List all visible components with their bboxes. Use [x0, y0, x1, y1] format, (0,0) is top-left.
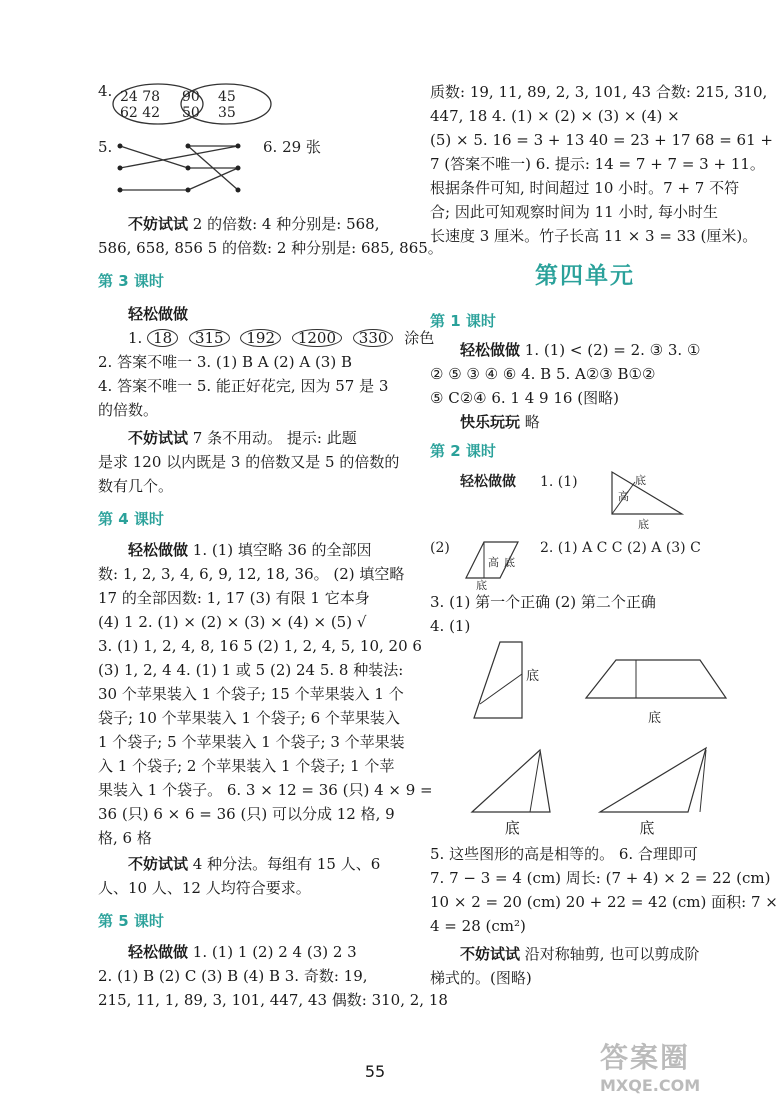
fig-parallelogram-height: [480, 674, 522, 704]
l4-line: 袋子; 10 个苹果装入 1 个袋子; 6 个苹果装入: [98, 709, 400, 727]
u2-bottom-line: 5. 这些图形的高是相等的。 6. 合理即可: [430, 845, 698, 863]
lesson4-title: 第 4 课时: [98, 510, 164, 528]
u2-line4: 4. (1): [430, 617, 471, 635]
q2-label: (2): [430, 540, 450, 556]
left-column: [98, 80, 448, 1012]
l5-line1: [98, 940, 398, 964]
r-trial-line1: [430, 942, 740, 966]
parallelogram-height-label: 高: [488, 556, 499, 569]
u2-bottom-line: 7. 7 − 3 = 4 (cm) 周长: (7 + 4) × 2 = 22 (cm): [430, 869, 771, 887]
r-top-line: 根据条件可知, 时间超过 10 小时。7 + 7 不符: [430, 179, 740, 197]
l4-line: 格, 6 格: [98, 829, 152, 847]
l4-line: 果装入 1 个袋子。 6. 3 × 12 = 36 (只) 4 × 9 =: [98, 781, 433, 799]
fig-parallelogram: [474, 642, 522, 718]
fig-triangle2-base-label: 底: [639, 819, 655, 837]
circled-number: 330: [353, 329, 394, 347]
u2-line3: 3. (1) 第一个正确 (2) 第二个正确: [430, 593, 656, 611]
triangle-height-label: 高: [618, 490, 629, 503]
u1-line3: ⑤ C②④ 6. 1 4 9 16 (图略): [430, 389, 619, 407]
l4-line: 30 个苹果装入 1 个袋子; 15 个苹果装入 1 个: [98, 685, 404, 703]
matching-diagram: [98, 136, 398, 202]
l4-line: 3. (1) 1, 2, 4, 8, 16 5 (2) 1, 2, 4, 5, 10, 20 6: [98, 637, 422, 655]
fig-triangle2: [600, 748, 706, 812]
easy3-label: [98, 302, 398, 326]
trial1-label: 不妨试试: [128, 215, 189, 233]
r-top-line: 7 (答案不唯一) 6. 提示: 14 = 7 + 7 = 3 + 11。: [430, 155, 765, 173]
venn-left-row2: 62 42: [120, 105, 161, 121]
venn-diagram: [98, 80, 398, 130]
venn-shared-row2: 50: [182, 105, 200, 121]
fig-trapezoid: [586, 660, 726, 698]
u-lesson2-title: 第 2 课时: [430, 442, 496, 460]
easy5-label: 轻松做做: [128, 943, 189, 961]
r-top-line: 质数: 19, 11, 89, 2, 3, 101, 43 合数: 215, 310,: [430, 83, 768, 101]
trial4-line2: 人、10 人、12 人均符合要求。: [98, 879, 311, 897]
q2-parallelogram-svg: [430, 536, 740, 590]
venn-right-row2: 35: [218, 105, 236, 121]
matching-figure: [98, 136, 398, 202]
watermark: [600, 1040, 745, 1105]
trial1-text1: 2 的倍数: 4 种分别是: 568,: [192, 215, 380, 233]
u1-line1: [430, 338, 740, 362]
q1-triangle-svg: [430, 468, 740, 536]
fig-triangle1-base-label: 底: [504, 819, 520, 837]
circled-number: 18: [147, 329, 178, 347]
trial3-text1: 7 条不用动。 提示: 此题: [192, 429, 357, 447]
easy3-prefix: 1.: [128, 329, 143, 347]
trial3-label: 不妨试试: [128, 429, 189, 447]
trial4-line1: [98, 852, 398, 876]
venn-right-row1: 45: [218, 89, 236, 105]
q5-label: 5.: [98, 138, 113, 156]
u2-line2: 2. (1) A C C (2) A (3) C: [540, 540, 701, 556]
r-top-line: 合; 因此可知观察时间为 11 小时, 每小时生: [430, 203, 718, 221]
fig-parallelogram-base-label: 底: [526, 669, 540, 684]
circled-number: 315: [189, 329, 230, 347]
unit4-title: 第四单元: [535, 263, 635, 289]
triangle-base-label-top: 底: [635, 474, 646, 487]
trial4-text1: 4 种分法。每组有 15 人、6: [192, 855, 381, 873]
r-trial-line2: 梯式的。(图略): [430, 969, 532, 987]
l4-line: 1 个袋子; 5 个苹果装入 1 个袋子; 3 个苹果装: [98, 733, 405, 751]
l3-line2: 2. 答案不唯一 3. (1) B A (2) A (3) B: [98, 353, 352, 371]
easy4-label: 轻松做做: [128, 541, 189, 559]
l3-line4: 的倍数。: [98, 401, 159, 419]
r-top-line: 长速度 3 厘米。竹子长高 11 × 3 = 33 (厘米)。: [430, 227, 758, 245]
l4-line1: [98, 538, 398, 562]
easy3-suffix: 涂色: [404, 329, 435, 347]
easy3-label-text: 轻松做做: [128, 305, 189, 323]
height-figures-svg: [430, 638, 740, 818]
l4-line: (4) 1 2. (1) × (2) × (3) × (4) × (5) √: [98, 613, 367, 631]
fun-text: 略: [524, 413, 540, 431]
fig-trapezoid-base-label: 底: [648, 711, 662, 726]
venn-shared-row1: 90: [182, 89, 200, 105]
right-column: [430, 80, 778, 990]
lesson3-title: 第 3 课时: [98, 272, 164, 290]
l4-line: 17 的全部因数: 1, 17 (3) 有限 1 它本身: [98, 589, 370, 607]
u1-text1: 1. (1) < (2) = 2. ③ 3. ①: [524, 341, 701, 359]
trial3-line2: 是求 120 以内既是 3 的倍数又是 5 的倍数的: [98, 453, 400, 471]
parallelogram-base-label-side: 底: [504, 556, 515, 569]
u2-bottom-line: 4 = 28 (cm²): [430, 917, 526, 935]
q2-parallelogram-figure: [430, 536, 740, 590]
l5-line: 2. (1) B (2) C (3) B (4) B 3. 奇数: 19,: [98, 967, 368, 985]
r-trial-text1: 沿对称轴剪, 也可以剪成阶: [524, 945, 700, 963]
l4-line: 数: 1, 2, 3, 4, 6, 9, 12, 18, 36。 (2) 填空略: [98, 565, 405, 583]
l4-text1: 1. (1) 填空略 36 的全部因: [192, 541, 372, 559]
venn-left-row1: 24 78: [120, 89, 161, 105]
q4-label: 4.: [98, 82, 113, 100]
r-top-line: (5) × 5. 16 = 3 + 13 40 = 23 + 17 68 = 61 +: [430, 131, 773, 149]
fig-bottom-labels: [430, 818, 740, 838]
circled-number: 1200: [292, 329, 342, 347]
q6-text: 6. 29 张: [263, 138, 321, 156]
u2-bottom-line: 10 × 2 = 20 (cm) 20 + 22 = 42 (cm) 面积: 7 ×: [430, 893, 778, 911]
watermark-url: MXQE.COM: [600, 1076, 701, 1095]
l4-line: (3) 1, 2, 4 4. (1) 1 或 5 (2) 24 5. 8 种装法:: [98, 661, 404, 679]
page-number: 55: [364, 1062, 386, 1081]
fig-triangle1-height: [530, 752, 540, 812]
q1-triangle-figure: [430, 468, 740, 536]
lesson5-title: 第 5 课时: [98, 912, 164, 930]
triangle-base-label-bottom: 底: [638, 518, 649, 531]
height-figures: [430, 638, 740, 818]
u-lesson1-title: 第 1 课时: [430, 312, 496, 330]
watermark-mark: 答案圈: [600, 1041, 691, 1074]
fun-line: [430, 410, 740, 434]
u1-line2: ② ⑤ ③ ④ ⑥ 4. B 5. A②③ B①②: [430, 365, 656, 383]
l3-line3: 4. 答案不唯一 5. 能正好花完, 因为 57 是 3: [98, 377, 389, 395]
parallelogram-base-label-bottom: 底: [476, 579, 487, 592]
matching-lines: [120, 146, 238, 190]
l4-line: 36 (只) 6 × 6 = 36 (只) 可以分成 12 格, 9: [98, 805, 395, 823]
l4-line: 入 1 个袋子; 2 个苹果装入 1 个袋子; 1 个苹: [98, 757, 395, 775]
trial4-label: 不妨试试: [128, 855, 189, 873]
easy3-circled-line: [98, 326, 435, 350]
easy2-q1: 1. (1): [540, 474, 578, 490]
r-top-line: 447, 18 4. (1) × (2) × (3) × (4) ×: [430, 107, 680, 125]
l5-line: 215, 11, 1, 89, 3, 101, 447, 43 偶数: 310, 2, 18: [98, 991, 448, 1009]
easy1-label: 轻松做做: [460, 341, 521, 359]
circled-number: 192: [240, 329, 281, 347]
venn-figure: [98, 80, 398, 130]
l5-text1: 1. (1) 1 (2) 2 4 (3) 2 3: [192, 943, 357, 961]
fun-label: 快乐玩玩: [460, 413, 521, 431]
trial3-line1: [98, 426, 398, 450]
trial1-line2: 586, 658, 856 5 的倍数: 2 种分别是: 685, 865。: [98, 239, 443, 257]
easy2-label: 轻松做做: [460, 474, 516, 490]
trial3-line3: 数有几个。: [98, 477, 174, 495]
r-trial-label: 不妨试试: [460, 945, 521, 963]
trial1-line1: [98, 212, 398, 236]
